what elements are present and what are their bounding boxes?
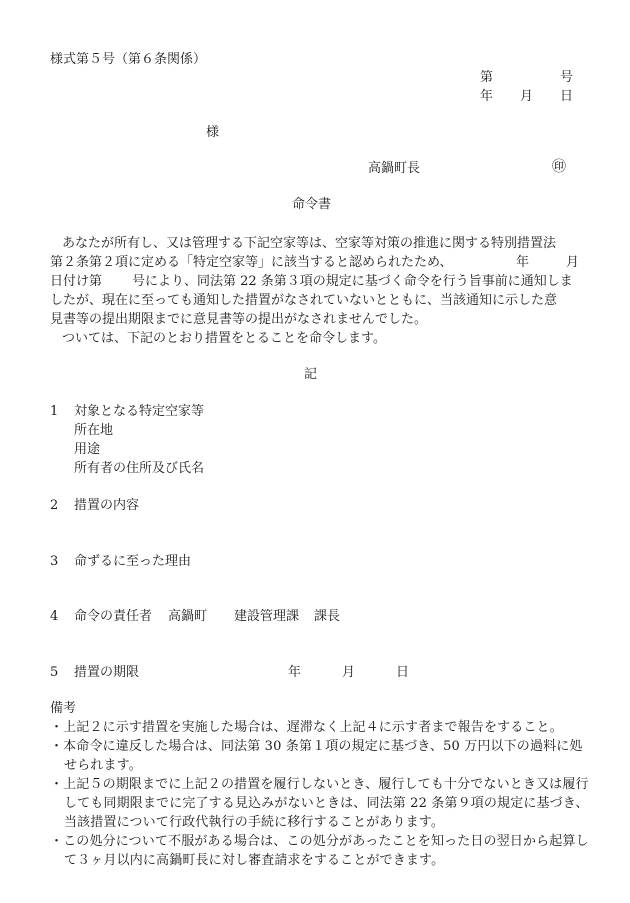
remark-note-1: ・上記２に示す措置を実施した場合は、遅滞なく上記４に示す者まで報告をすること。 bbox=[50, 720, 563, 735]
item-4-label: 命令の責任者 bbox=[74, 609, 153, 624]
item-5-year: 年 bbox=[288, 665, 302, 680]
body-line-1: あなたが所有し、又は管理する下記空家等は、空家等対策の推進に関する特別措置法 bbox=[62, 236, 557, 251]
item-3-number: 3 bbox=[50, 554, 59, 569]
item-1-sub-use: 用途 bbox=[74, 442, 101, 457]
remark-note-2: ・本命令に違反した場合は、同法第 30 条第１項の規定に基づき、50 万円以下の過料に処せられます。 bbox=[50, 739, 583, 773]
body-line-5: 見書等の提出期限までに意見書等の提出がなされませんでした。 bbox=[50, 312, 428, 327]
body-line-3-start: 日付け第 bbox=[50, 274, 103, 289]
item-4-role: 課長 bbox=[314, 609, 341, 624]
item-5-number: 5 bbox=[50, 665, 59, 680]
item-5-label: 措置の期限 bbox=[74, 665, 140, 680]
body-line-3-rest: 号により、同法第 22 条第３項の規定に基づく命令を行う旨事前に通知しま bbox=[132, 274, 573, 289]
seal-mark: ㊞ bbox=[552, 159, 566, 175]
remarks-heading: 備考 bbox=[50, 701, 77, 716]
item-4-number: 4 bbox=[50, 609, 59, 624]
item-1-sub-location: 所在地 bbox=[74, 423, 114, 438]
item-5-month: 月 bbox=[342, 665, 356, 680]
remark-note-4: ・この処分について不服がある場合は、この処分があったことを知った日の翌日から起算して３ヶ月以内に高鍋町長に対し審査請求をすることができます。 bbox=[50, 834, 589, 868]
body-line-2: 第２条第２項に定める「特定空家等」に該当すると認められたため、 bbox=[50, 255, 453, 270]
date-year: 年 bbox=[480, 89, 494, 104]
item-1-number: 1 bbox=[50, 404, 59, 419]
doc-number-suffix: 号 bbox=[560, 70, 574, 85]
sender-title: 高鍋町長 bbox=[368, 161, 421, 176]
form-label: 様式第５号（第６条関係） bbox=[50, 52, 207, 67]
body-paragraph-2: ついては、下記のとおり措置をとることを命令します。 bbox=[62, 331, 386, 346]
document-title: 命令書 bbox=[292, 197, 332, 212]
item-4-town: 高鍋町 bbox=[168, 609, 208, 624]
item-1-label: 対象となる特定空家等 bbox=[74, 404, 205, 419]
item-2-number: 2 bbox=[50, 498, 59, 513]
recipient-honorific: 様 bbox=[206, 125, 220, 140]
body-line-2-year: 年 bbox=[516, 255, 530, 270]
date-day: 日 bbox=[560, 89, 574, 104]
item-4-dept: 建設管理課 bbox=[234, 609, 300, 624]
item-2-label: 措置の内容 bbox=[74, 498, 140, 513]
item-5-day: 日 bbox=[396, 665, 410, 680]
body-line-2-month: 月 bbox=[566, 255, 580, 270]
remark-note-3: ・上記５の期限までに上記２の措置を履行しないとき、履行しても十分でないとき又は履行しても同期限までに完了する見込みがないときは、同法第 22 条第９項の規定に基づき、当該措置について行政代執行の手続に移行することがあります。 bbox=[50, 777, 589, 830]
item-1-sub-owner: 所有者の住所及び氏名 bbox=[74, 461, 205, 476]
date-month: 月 bbox=[520, 89, 534, 104]
body-line-4: したが、現在に至っても通知した措置がなされていないとともに、当該通知に示した意 bbox=[50, 293, 558, 308]
item-3-label: 命ずるに至った理由 bbox=[74, 554, 192, 569]
ki-label: 記 bbox=[304, 367, 318, 382]
doc-number-prefix: 第 bbox=[480, 70, 494, 85]
